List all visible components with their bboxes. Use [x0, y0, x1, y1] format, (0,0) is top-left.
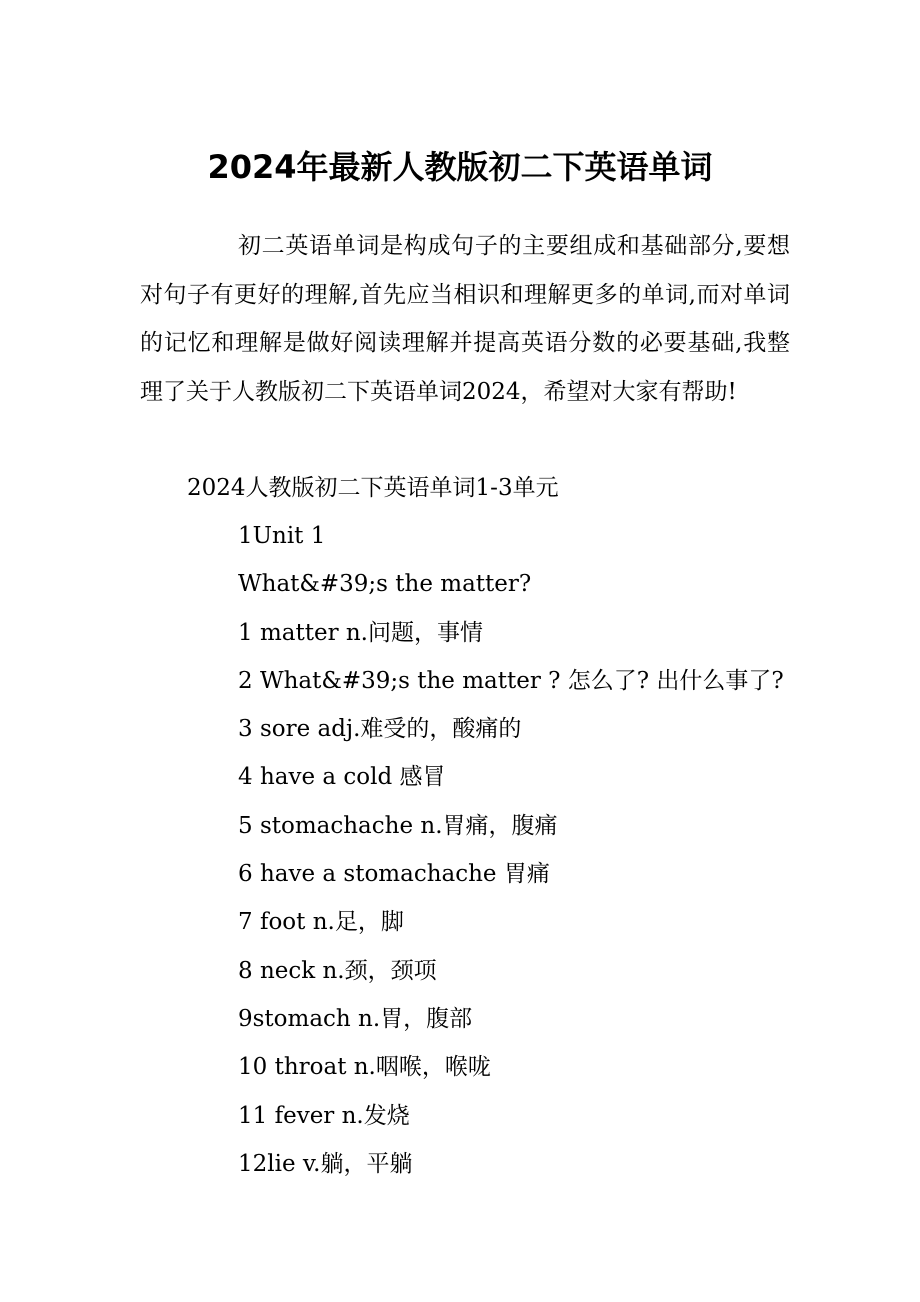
list-item: 3 sore adj.难受的，酸痛的	[238, 716, 522, 743]
list-item: What&#39;s the matter?	[238, 571, 532, 598]
list-item: 12lie v.躺，平躺	[238, 1150, 413, 1177]
page-title: 2024年最新人教版初二下英语单词	[207, 148, 713, 186]
list-item: 8 neck n.颈，颈项	[238, 957, 437, 984]
list-item: 5 stomachache n.胃痛，腹痛	[238, 812, 558, 839]
list-item: 1Unit 1	[238, 523, 326, 549]
vocabulary-list	[238, 512, 784, 1188]
list-item: 9stomach n.胃，腹部	[238, 1005, 473, 1032]
intro-paragraph: 初二英语单词是构成句子的主要组成和基础部分,要想对句子有更好的理解,首先应当相识和理解更多的单词,而对单词的记忆和理解是做好阅读理解并提高英语分数的必要基础,我整理了关于人教版初二下英语单词2024，希望对大家有帮助!	[140, 233, 790, 405]
list-item: 7 foot n.足，脚	[238, 909, 404, 936]
list-item: 11 fever n.发烧	[238, 1102, 410, 1129]
list-item: 10 throat n.咽喉，喉咙	[238, 1054, 491, 1081]
list-item: 2 What&#39;s the matter ? 怎么了? 出什么事了?	[238, 667, 784, 694]
list-item: 6 have a stomachache 胃痛	[238, 861, 550, 888]
list-item: 1 matter n.问题，事情	[238, 619, 483, 646]
list-item: 4 have a cold 感冒	[238, 764, 446, 791]
section-heading: 2024人教版初二下英语单词1-3单元	[187, 475, 559, 501]
